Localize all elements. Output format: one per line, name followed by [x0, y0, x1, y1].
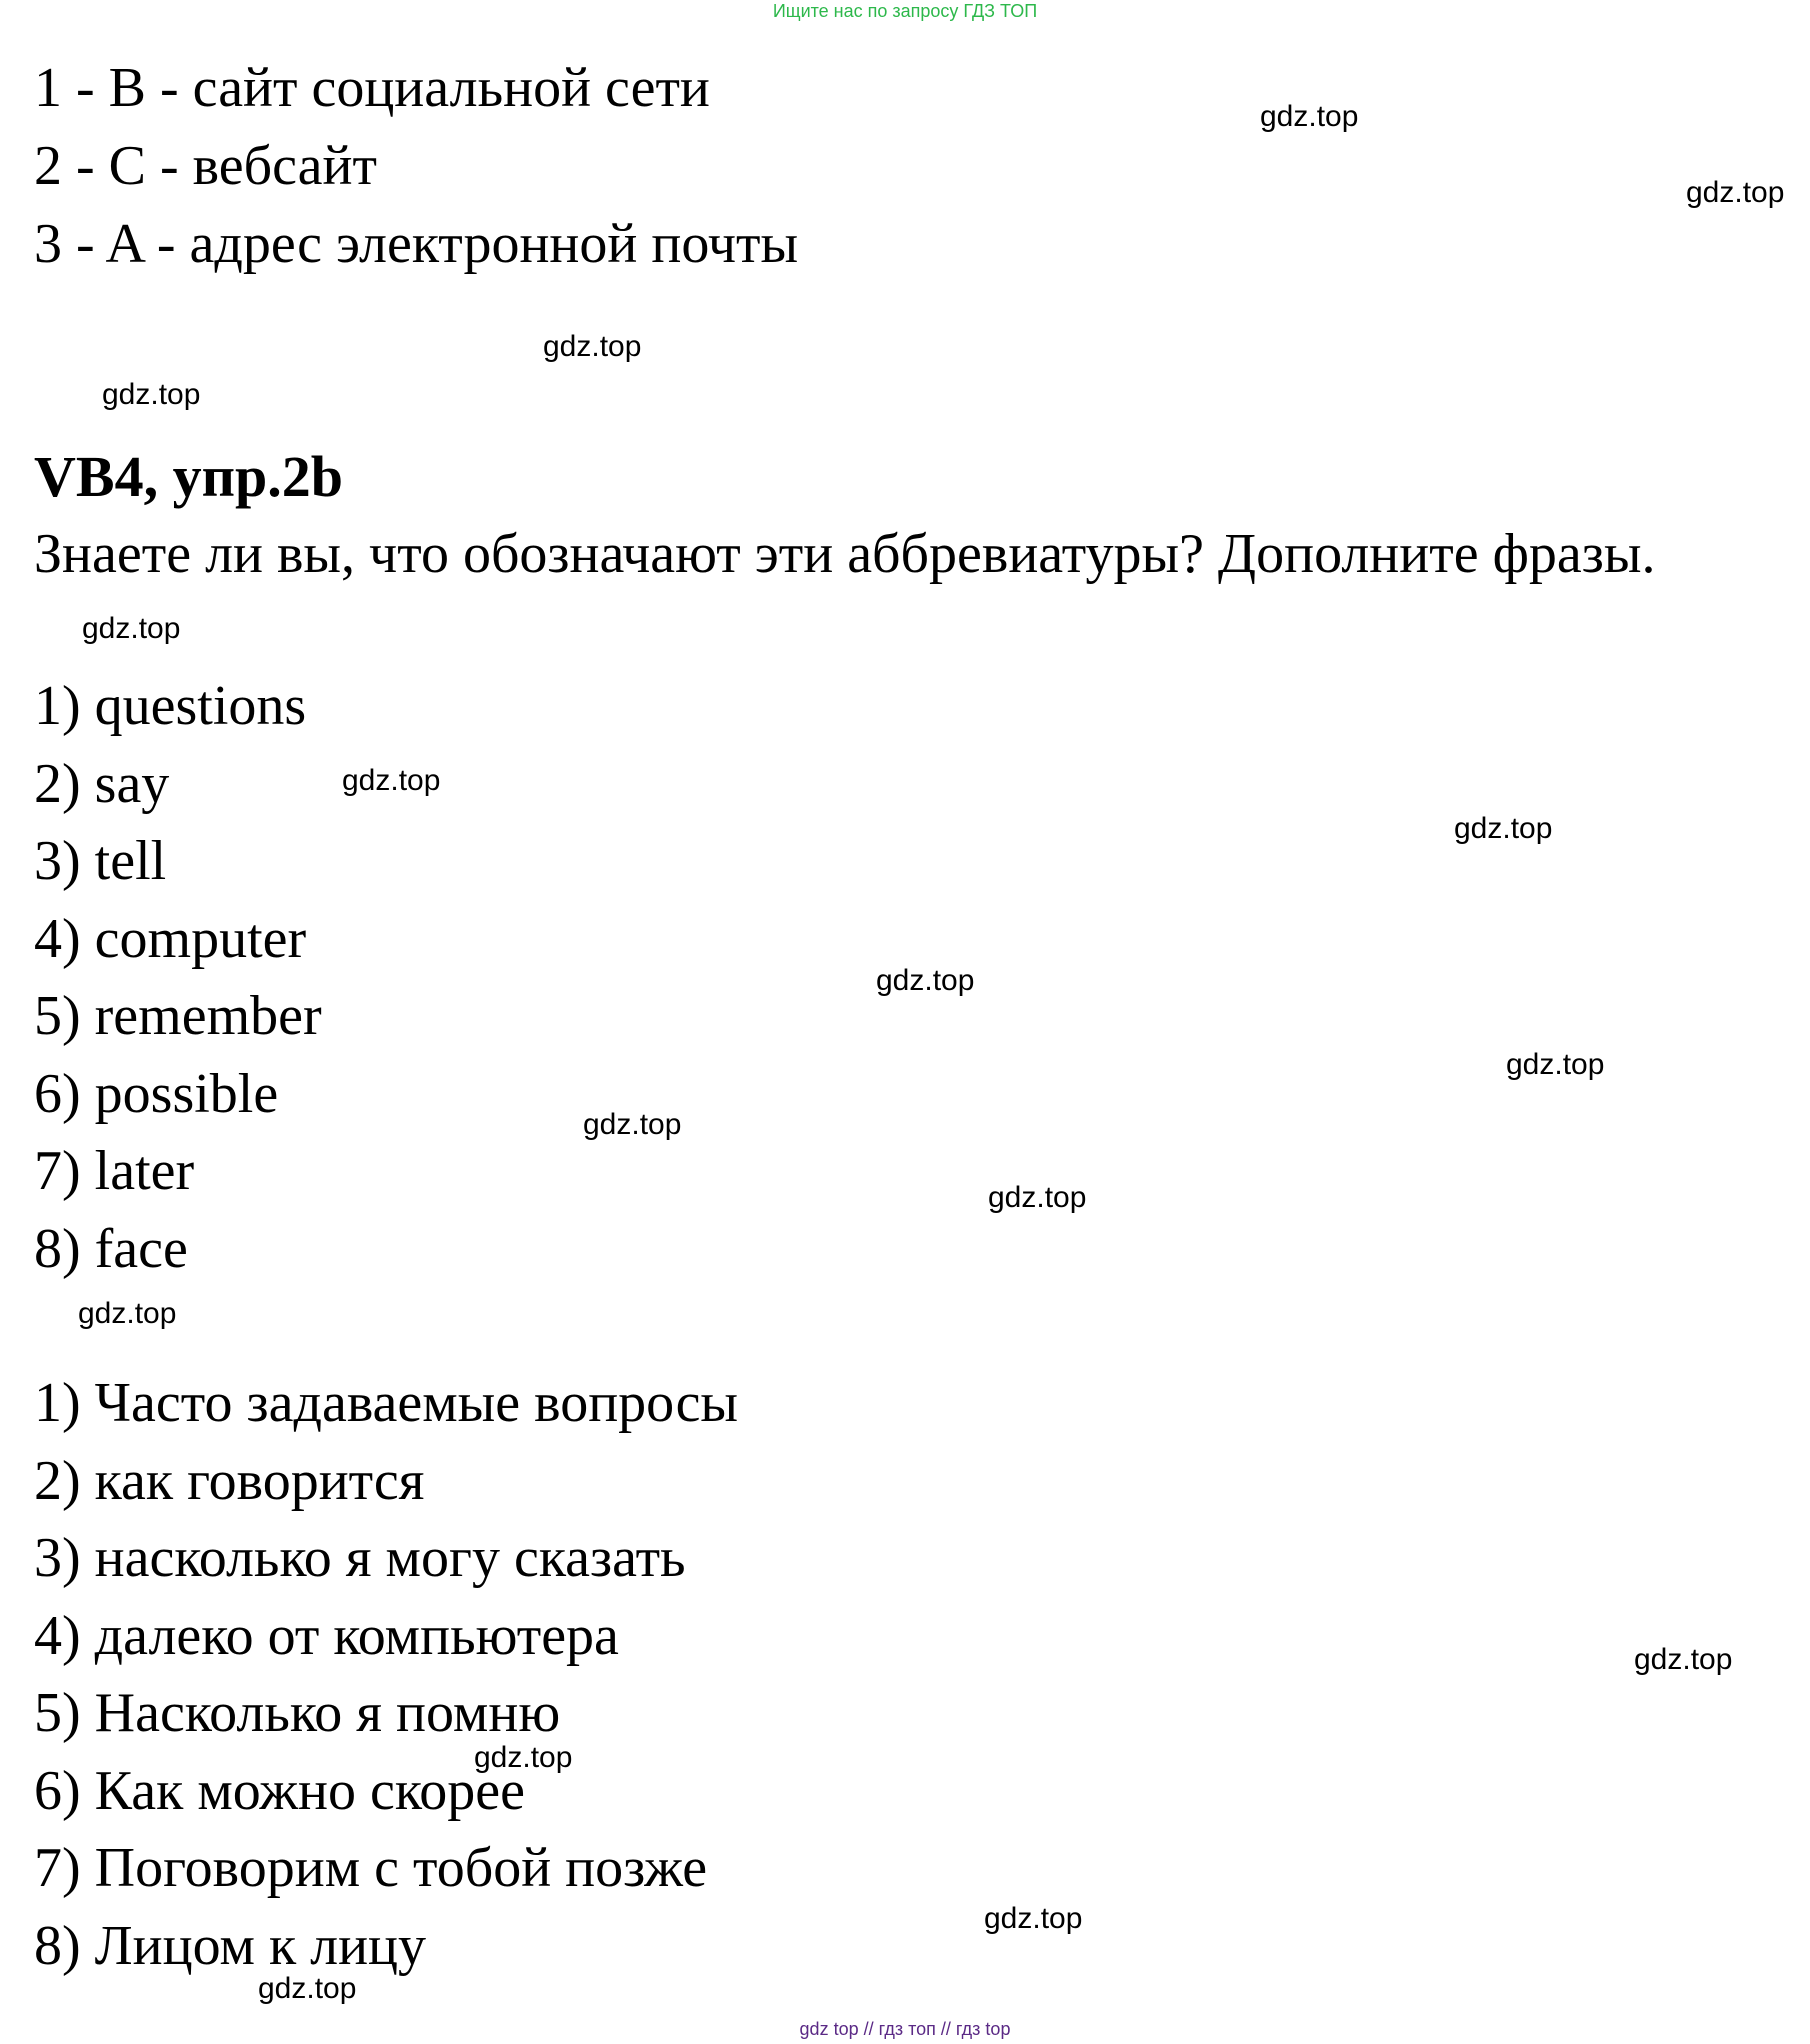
russian-answer: 6) Как можно скорее — [34, 1760, 525, 1822]
watermark: gdz.top — [1260, 100, 1359, 133]
footer: gdz top // гдз топ // гдз top — [799, 2019, 1011, 2039]
english-answer: 5) remember — [34, 985, 322, 1047]
russian-answer: 8) Лицом к лицу — [34, 1915, 427, 1977]
watermark: gdz.top — [1634, 1643, 1733, 1676]
top-banner: Ищите нас по запросу ГДЗ ТОП — [772, 1, 1038, 21]
english-answer: 7) later — [34, 1140, 195, 1202]
instruction-text: Знаете ли вы, что обозначают эти аббревиатуры? Дополните фразы. — [34, 523, 1656, 585]
watermark: gdz.top — [1506, 1048, 1605, 1081]
english-answer: 3) tell — [34, 830, 167, 892]
answer-line: 1 - B - сайт социальной сети — [34, 57, 710, 119]
watermark: gdz.top — [1454, 812, 1553, 845]
russian-answer: 4) далеко от компьютера — [34, 1605, 619, 1667]
watermark: gdz.top — [583, 1108, 682, 1141]
answer-line: 2 - C - вебсайт — [34, 135, 377, 197]
english-answer: 2) say — [34, 753, 170, 815]
russian-answer: 5) Насколько я помню — [34, 1682, 561, 1744]
watermark: gdz.top — [82, 612, 181, 645]
watermark: gdz.top — [474, 1741, 573, 1774]
russian-answer: 2) как говорится — [34, 1450, 425, 1512]
answer-line: 3 - A - адрес электронной почты — [34, 213, 799, 275]
russian-answer: 3) насколько я могу сказать — [34, 1527, 686, 1589]
watermark: gdz.top — [1686, 176, 1785, 209]
watermark: gdz.top — [78, 1297, 177, 1330]
watermark: gdz.top — [102, 378, 201, 411]
russian-answer: 7) Поговорим с тобой позже — [34, 1837, 708, 1899]
english-answer: 8) face — [34, 1218, 188, 1280]
english-answer: 6) possible — [34, 1063, 279, 1125]
watermark: gdz.top — [342, 764, 441, 797]
watermark: gdz.top — [258, 1972, 357, 2005]
watermark: gdz.top — [543, 330, 642, 363]
watermark: gdz.top — [988, 1181, 1087, 1214]
watermark: gdz.top — [876, 964, 975, 997]
english-answer: 1) questions — [34, 675, 307, 737]
exercise-title: VB4, упр.2b — [34, 444, 344, 509]
russian-answer: 1) Часто задаваемые вопросы — [34, 1372, 739, 1434]
english-answer: 4) computer — [34, 908, 307, 970]
watermark: gdz.top — [984, 1902, 1083, 1935]
